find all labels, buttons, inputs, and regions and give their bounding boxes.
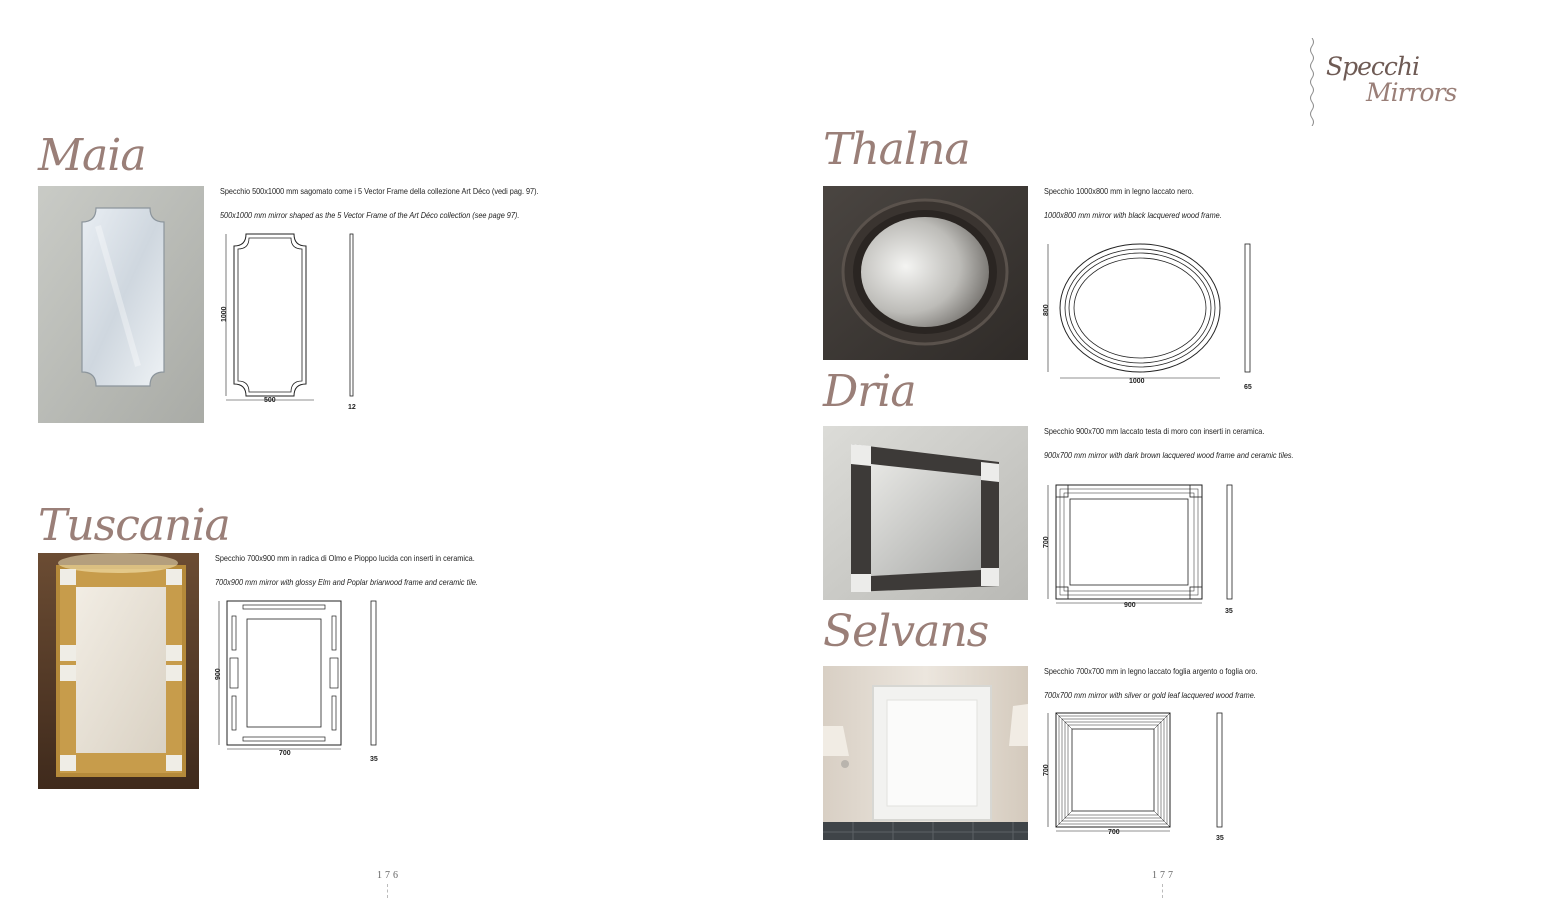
- dimension-depth-thalna: 65: [1244, 384, 1252, 391]
- section-title-it: Specchi: [1326, 52, 1420, 81]
- description-en-dria: 900x700 mm mirror with dark brown lacquered wood frame and ceramic tiles.: [1044, 450, 1294, 460]
- description-it-maia: Specchio 500x1000 mm sagomato come i 5 Vector Frame della collezione Art Déco (vedi pag. 97).: [220, 186, 539, 196]
- description-en-selvans: 700x700 mm mirror with silver or gold leaf lacquered wood frame.: [1044, 690, 1256, 700]
- technical-drawing-maia: [226, 232, 366, 412]
- page-number-left: 176: [377, 870, 401, 881]
- section-title-en: Mirrors: [1366, 78, 1457, 107]
- page-number-divider-left: [387, 884, 388, 898]
- description-en-thalna: 1000x800 mm mirror with black lacquered wood frame.: [1044, 210, 1222, 220]
- product-title-dria: Dria: [823, 366, 916, 417]
- section-divider-wavy-line: [1308, 38, 1316, 126]
- technical-drawing-tuscania: [219, 600, 389, 760]
- dimension-width-thalna: 1000: [1129, 378, 1145, 385]
- section-header: [1308, 38, 1468, 128]
- description-it-dria: Specchio 900x700 mm laccato testa di moro con inserti in ceramica.: [1044, 426, 1265, 436]
- technical-drawing-dria: [1048, 484, 1238, 614]
- photo-thalna: [823, 186, 1028, 360]
- product-title-selvans: Selvans: [823, 606, 989, 657]
- photo-selvans: [823, 666, 1028, 840]
- product-title-tuscania: Tuscania: [38, 500, 230, 551]
- dimension-width-maia: 500: [264, 397, 276, 404]
- right-page: [775, 0, 1550, 904]
- description-it-thalna: Specchio 1000x800 mm in legno laccato nero.: [1044, 186, 1194, 196]
- description-it-selvans: Specchio 700x700 mm in legno laccato foglia argento o foglia oro.: [1044, 666, 1258, 676]
- dimension-height-selvans: 700: [1043, 764, 1050, 776]
- dimension-width-selvans: 700: [1108, 829, 1120, 836]
- dimension-height-dria: 700: [1043, 536, 1050, 548]
- photo-dria: [823, 426, 1028, 600]
- dimension-width-dria: 900: [1124, 602, 1136, 609]
- description-en-maia: 500x1000 mm mirror shaped as the 5 Vector Frame of the Art Déco collection (see page 97).: [220, 210, 520, 220]
- description-en-tuscania: 700x900 mm mirror with glossy Elm and Poplar briarwood frame and ceramic tile.: [215, 577, 478, 587]
- description-it-tuscania: Specchio 700x900 mm in radica di Olmo e Pioppo lucida con inserti in ceramica.: [215, 553, 475, 563]
- dimension-depth-selvans: 35: [1216, 835, 1224, 842]
- product-title-thalna: Thalna: [823, 124, 970, 175]
- page-number-divider-right: [1162, 884, 1163, 898]
- dimension-height-thalna: 800: [1043, 304, 1050, 316]
- page-number-right: 177: [1152, 870, 1176, 881]
- dimension-depth-dria: 35: [1225, 608, 1233, 615]
- dimension-depth-maia: 12: [348, 404, 356, 411]
- dimension-height-tuscania: 900: [215, 668, 222, 680]
- dimension-width-tuscania: 700: [279, 750, 291, 757]
- photo-tuscania: [38, 553, 199, 789]
- photo-maia: [38, 186, 204, 423]
- technical-drawing-thalna: [1048, 242, 1258, 392]
- product-title-maia: Maia: [38, 130, 146, 181]
- dimension-depth-tuscania: 35: [370, 756, 378, 763]
- technical-drawing-selvans: [1048, 712, 1228, 840]
- dimension-height-maia: 1000: [221, 306, 228, 322]
